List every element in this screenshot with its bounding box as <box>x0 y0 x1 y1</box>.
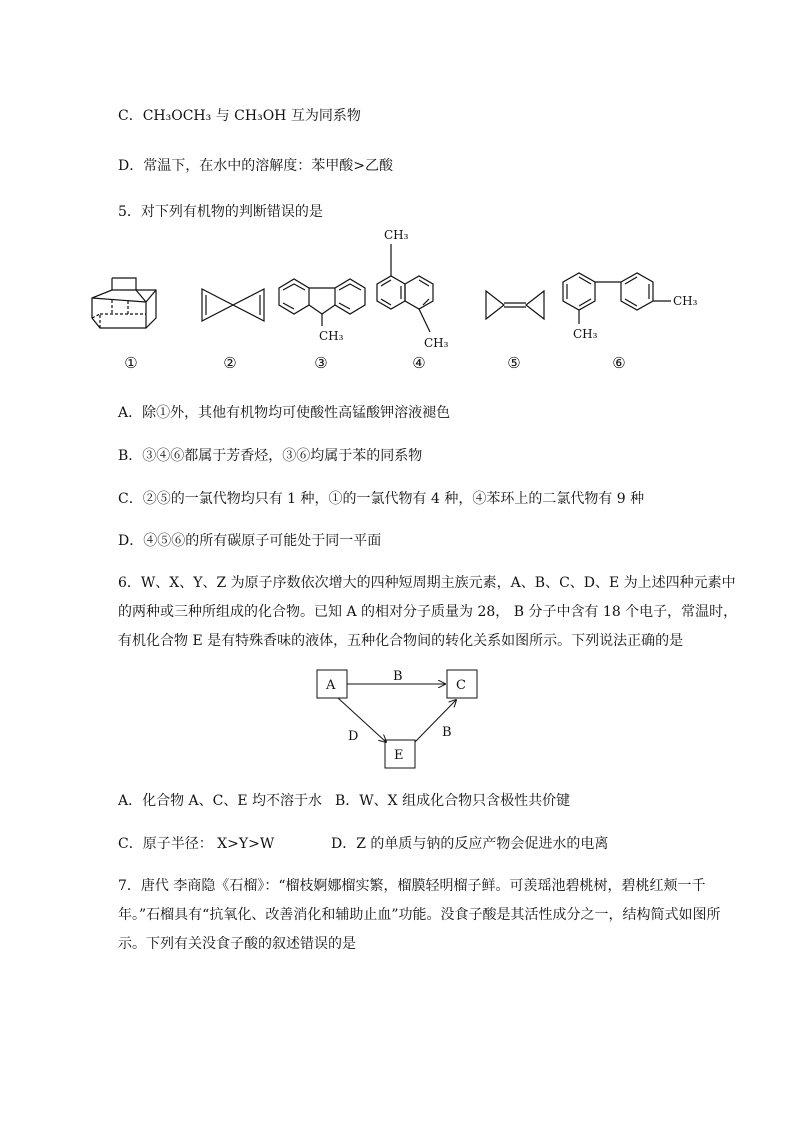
q4-option-d: D．常温下，在水中的溶解度：苯甲酸>乙酸 <box>118 158 393 174</box>
q5-stem: 5．对下列有机物的判断错误的是 <box>118 204 323 220</box>
molecule-1-cage <box>88 270 168 335</box>
q6-option-c: C．原子半径： X>Y>W <box>118 836 275 852</box>
q5-option-d: D．④⑤⑥的所有碳原子可能处于同一平面 <box>118 533 382 549</box>
q6-option-d: D．Z 的单质与钠的反应产物会促进水的电离 <box>331 836 609 852</box>
molecule-4-dimethylnaphthalene <box>370 222 460 352</box>
arrow-a-to-e <box>338 698 386 742</box>
edge-d-label: D <box>348 729 359 744</box>
molecule-6-dimethylbiphenyl <box>555 262 703 347</box>
molecule-6-ch3-bottom-label: CH₃ <box>573 327 598 341</box>
q5-option-b: B．③④⑥都属于芳香烃，③⑥均属于苯的同系物 <box>118 448 423 464</box>
q5-option-a: A．除①外，其他有机物均可使酸性高锰酸钾溶液褪色 <box>118 405 451 421</box>
q4-option-c: C．CH₃OCH₃ 与 CH₃OH 互为同系物 <box>118 108 361 124</box>
q6-option-a: A．化合物 A、C、E 均不溶于水 <box>118 793 323 809</box>
edge-b-right-label: B <box>442 725 452 740</box>
q7-stem-line1: 7．唐代 李商隐《石榴》：“榴枝婀娜榴实繁，榴膜轻明榴子鲜。可羡瑶池碧桃树，碧桃红颊一千 <box>118 878 706 894</box>
molecule-label-6: ⑥ <box>612 354 626 372</box>
molecule-label-1: ① <box>124 354 138 372</box>
q5-option-c: C．②⑤的一氯代物均只有 1 种，①的一氯代物有 4 种，④苯环上的二氯代物有 9 种 <box>118 491 645 507</box>
molecule-6-ch3-right-label: CH₃ <box>673 294 698 308</box>
molecule-3-methylfluorene <box>272 270 372 345</box>
molecule-3-ch3-label: CH₃ <box>319 329 344 343</box>
molecule-5-bicyclopropylidene <box>482 285 548 325</box>
edge-b-top-label: B <box>393 669 403 684</box>
molecule-label-5: ⑤ <box>507 354 521 372</box>
node-c-label: C <box>456 678 466 693</box>
molecule-label-3: ③ <box>314 354 328 372</box>
molecule-4-ch3-bottom-label: CH₃ <box>424 336 449 350</box>
q6-option-b: B．W、X 组成化合物只含极性共价键 <box>335 793 571 809</box>
q7-stem-line3: 示。下列有关没食子酸的叙述错误的是 <box>118 936 356 952</box>
node-e-label: E <box>394 748 404 763</box>
q6-stem-line3: 有机化合物 E 是有特殊香味的液体，五种化合物间的转化关系如图所示。下列说法正确的是 <box>118 633 684 649</box>
molecule-2-spiro <box>198 285 268 325</box>
q6-stem-line1: 6．W、X、Y、Z 为原子序数依次增大的四种短周期主族元素，A、B、C、D、E 为上述四种元素中 <box>118 575 736 591</box>
conversion-diagram <box>300 660 500 780</box>
node-a-label: A <box>326 678 336 693</box>
q6-stem-line2: 的两种或三种所组成的化合物。已知 A 的相对分子质量为 28， B 分子中含有 18 个电子，常温时， <box>118 604 738 620</box>
molecule-label-4: ④ <box>412 354 426 372</box>
molecule-label-2: ② <box>223 354 237 372</box>
q7-stem-line2: 年。”石榴具有“抗氧化、改善消化和辅助止血”功能。没食子酸是其活性成分之一，结构简式如图所 <box>118 907 721 923</box>
molecule-4-ch3-top-label: CH₃ <box>384 228 409 242</box>
